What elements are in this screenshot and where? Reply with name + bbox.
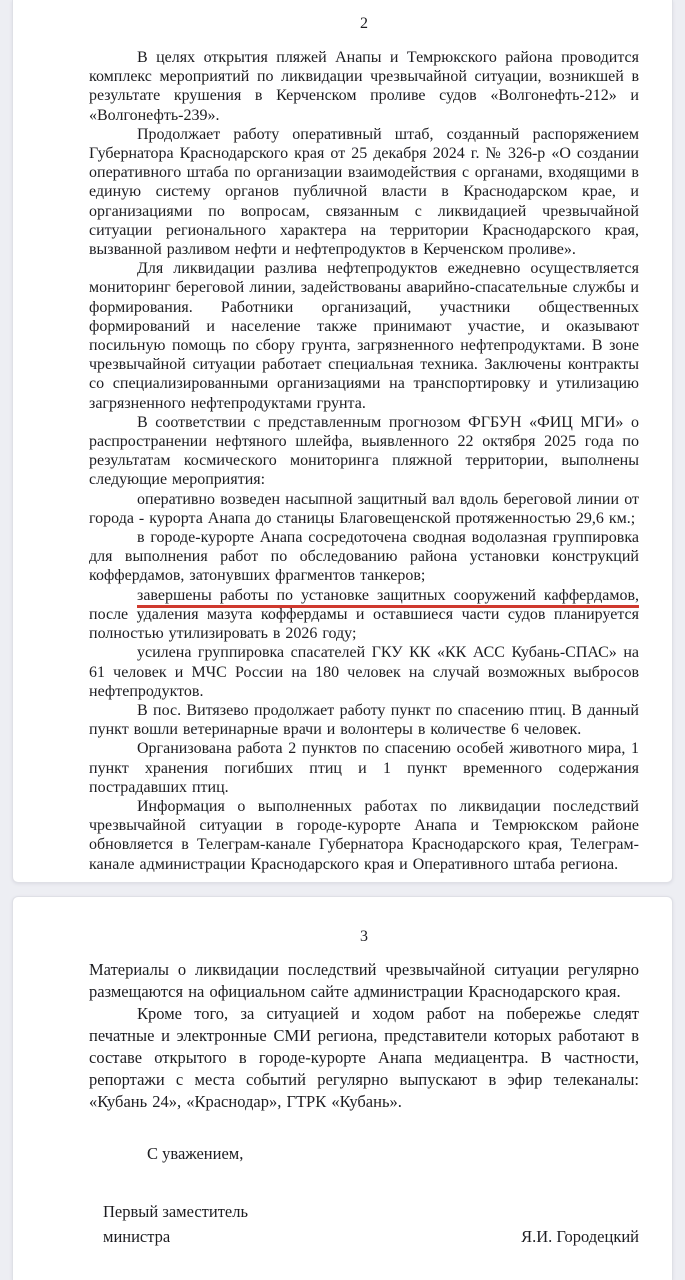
paragraph-underlined-line <box>89 586 639 605</box>
page-number: 2 <box>360 15 368 32</box>
paragraph: в городе-курорте Анапа сосредоточена сводная водолазная группировка для выполнения работ по обследованию района установки конструкций коффердамов, затонувших фрагментов танкеров; <box>89 529 639 585</box>
signatory-title-line1: Первый заместитель <box>103 1201 248 1221</box>
signatory-title <box>103 1199 248 1249</box>
paragraph: усилена группировка спасателей ГКУ КК «КК АСС Кубань-СПАС» на 61 человек и МЧС России на 180 человек на случай возможных выбросов нефтепродуктов. <box>89 644 639 700</box>
red-underline-annotation: завершены работы по установке защитных сооружений каффердамов, <box>137 586 639 604</box>
paragraph: Организована работа 2 пунктов по спасению особей животного мира, 1 пункт хранения погибших птиц и 1 пункт временного содержания пострадавших птиц. <box>89 740 639 796</box>
signatory-name: Я.И. Городецкий <box>521 1226 639 1246</box>
paragraph: В целях открытия пляжей Анапы и Темрюкского района проводится комплекс мероприятий по ликвидации чрезвычайной ситуации, возникшей в результате крушения в Керченском проливе судов «Волгонефть-212» и «Волгонефть-239». <box>89 49 639 124</box>
page-number: 3 <box>360 927 368 945</box>
signature-block <box>103 1199 639 1249</box>
page-2 <box>12 0 673 883</box>
paragraph: после удаления мазута коффердамы и оставшиеся части судов планируется полностью утилизировать в 2026 году; <box>89 605 639 643</box>
page-separator <box>0 883 685 896</box>
page-2-body <box>89 48 639 874</box>
paragraph: оперативно возведен насыпной защитный вал вдоль береговой линии от города - курорта Анапа до станицы Благовещенской протяженностью 29,6 км.; <box>89 490 639 527</box>
paragraph: В соответствии с представленным прогнозом ФГБУН «ФИЦ МГИ» о распространении нефтяного шлейфа, выявленного 22 октября 2025 года по результатам космического мониторинга пляжной территории, выполнены следующие мероприятия: <box>89 413 639 489</box>
paragraph: В пос. Витязево продолжает работу пункт по спасению птиц. В данный пункт вошли ветеринарные врачи и волонтеры в количестве 6 человек. <box>89 701 639 739</box>
paragraph: Продолжает работу оперативный штаб, созданный распоряжением Губернатора Краснодарского края от 25 декабря 2024 г. № 326-р «О создании оперативного штаба по организации взаимодействия с органами, входящими в единую систему органов публичной власти в Краснодарском крае, и организациями по вопросам, связанным с ликвидацией чрезвычайной ситуации регионального характера на территории Краснодарского края, вызванной разливом нефти и нефтепродуктов в Керченском проливе». <box>89 125 639 259</box>
page-3 <box>12 896 673 1280</box>
signatory-title-line2: министра <box>103 1226 171 1246</box>
closing-salutation: С уважением, <box>147 1143 244 1163</box>
paragraph: Для ликвидации разлива нефтепродуктов ежедневно осуществляется мониторинг береговой линии, задействованы аварийно-спасательные службы и формирования. Работники организаций, участники общественных формирований и население также принимают участие, и оказывают посильную помощь по сбору грунта, загрязненного нефтепродуктами. В зоне чрезвычайной ситуации работает специальная техника. Заключены контракты со специализированными организациями на транспортировку и утилизацию загрязненного нефтепродуктами грунта. <box>89 260 639 412</box>
page-3-body <box>89 959 639 1113</box>
paragraph: Материалы о ликвидации последствий чрезвычайной ситуации регулярно размещаются на официальном сайте администрации Краснодарского края. <box>89 959 639 1001</box>
paragraph: Кроме того, за ситуацией и ходом работ на побережье следят печатные и электронные СМИ региона, представители которых работают в составе открытого в городе-курорте Анапа медиацентра. В частности, репортажи с места событий регулярно выпускают в эфир телеканалы: «Кубань 24», «Краснодар», ГТРК «Кубань». <box>89 1003 639 1111</box>
paragraph: Информация о выполненных работах по ликвидации последствий чрезвычайной ситуации в городе-курорте Анапа и Темрюкском районе обновляется в Телеграм-канале Губернатора Краснодарского края, Телеграм-канале администрации Краснодарского края и Оперативного штаба региона. <box>89 797 639 873</box>
